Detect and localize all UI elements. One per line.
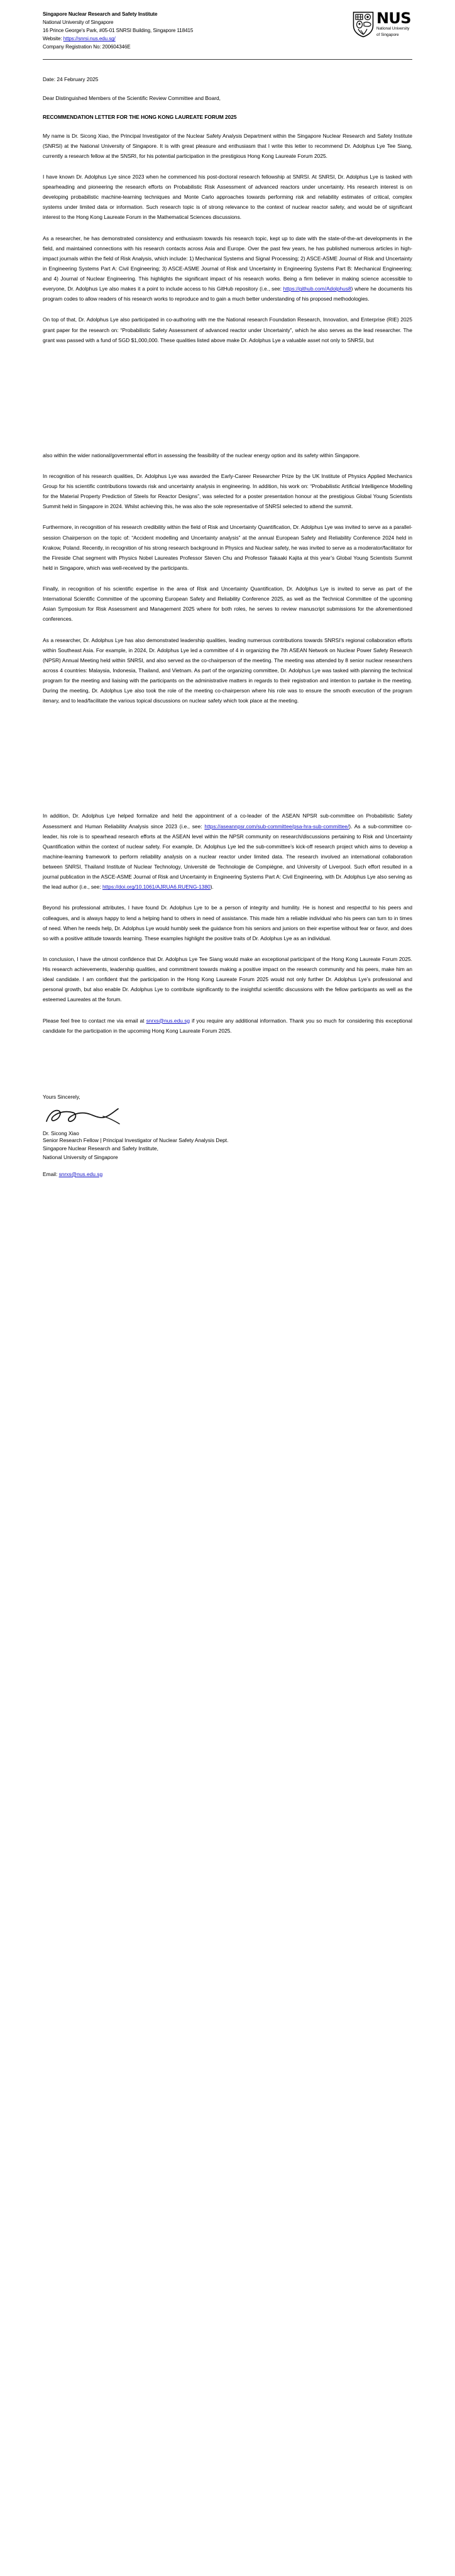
nus-sub-line-1: National University — [376, 26, 410, 31]
page-break-1 — [43, 345, 412, 440]
paragraph-13 — [43, 1016, 412, 1036]
paragraph-6: In recognition of his research qualities, Dr. Adolphus Lye was awarded the Early-Career Researcher Prize by the UK Institute of Physics Applied Mechanics Group for his scientific contributions towards risk and uncertainty analysis in engineering. In addition, his work on: “Probabilistic Artificial Intelligence Modelling for the Material Property Prediction of Steels for Reactor Designs”, was selected for a poster presentation honour at the prestigious Global Young Scientists Summit held in Singapore in 2024. Whilst achieving this, he was also the sole representative of SNRSI selected to attend the summit. — [43, 472, 412, 510]
signer-institute: Singapore Nuclear Research and Safety Institute, — [43, 1145, 158, 1152]
letter-subject: RECOMMENDATION LETTER FOR THE HONG KONG LAUREATE FORUM 2025 — [43, 113, 237, 120]
paragraph-13-text-b: if you require any additional information. Thank you so much for considering this exceptional candidate for the participation in the upcoming Hong Kong Laureate Forum 2025. — [43, 1017, 412, 1034]
paragraph-3-text-b: ) where he documents his program codes to allow readers of his research works to reproduce and to gain a much better understanding of his proposed methodologies. — [43, 286, 412, 303]
nus-crest-icon — [353, 11, 374, 38]
signer-university: National University of Singapore — [43, 1154, 118, 1161]
paragraph-1: My name is Dr. Sicong Xiao, the Principal Investigator of the Nuclear Safety Analysis Department within the Singapore Nuclear Research and Safety Institute (SNRSI) at the National University of Singapore. It is with great pleasure and enthusiasm that I write this letter to recommend Dr. Adolphus Lye Tee Siang, currently a research fellow at the SNSRI, for his potential participation in the prestigious Hong Kong Laureate Forum 2025. — [43, 132, 412, 159]
letterhead-website-row — [43, 35, 193, 43]
signer-name: Dr. Sicong Xiao — [43, 1130, 79, 1136]
paragraph-10-text-a: In addition, Dr. Adolphus Lye helped formalize and held the appointment of a co-leader of the ASEAN NPSR sub-committee on Probabilistic Safety Assessment and Human Reliability Analysis since 2023 (i.e., see: — [43, 813, 412, 830]
letterhead-divider — [43, 59, 412, 60]
letterhead-university: National University of Singapore — [43, 19, 114, 26]
paragraph-3-text-a: As a researcher, he has demonstrated consistency and enthusiasm towards his research topic, kept up to date with the state-of-the-art developments in the field, and maintained connections with his research contacts across Asia and Europe. Over the past few years, he has published numerous articles in high-impact journals within the field of Risk Analysis, which include: 1) Mechanical Systems and Signal Processing; 2) ASCE-ASME Journal of Risk and Uncertainty in Engineering Systems Part A: Civil Engineering; 3) ASCE-ASME Journal of Risk and Uncertainty in Engineering Systems Part B: Mechanical Engineering; and 4) Journal of Nuclear Engineering. This highlights the significant impact of his research works. Being a firm believer in making science accessible to everyone, Dr. Adolphus Lye also makes it a point to include access to his GitHub repository (i.e., see: — [43, 235, 412, 292]
page-break-2 — [43, 706, 412, 800]
contact-email-link[interactable]: snrxs@nus.edu.sg — [146, 1017, 190, 1024]
letter-salutation: Dear Distinguished Members of the Scientific Review Committee and Board, — [43, 94, 221, 101]
letterhead-website-label: Website: — [43, 36, 62, 42]
letterhead — [43, 0, 412, 52]
signer-email-row — [43, 1171, 412, 1177]
paragraph-10-text-b: ). As a sub-committee co-leader, his role is to spearhead research efforts at the ASEAN level within the NPSR community on research/discussions pertaining to Risk and Uncertainty Quantification within the context of nuclear safety. For example, Dr. Adolphus Lye led the sub-committee’s kick-off research project which aims to develop a machine-learning framework to perform reliability analysis on a nuclear reactor under limited data. The research involved an international collaboration between SNRSI, Thailand Institute of Nuclear Technology, Université de Technologie de Compiègne, and University of Liverpool. Such effort resulted in a journal publication in the ASCE-ASME Journal of Risk and Uncertainty in Engineering Systems Part A: Civil Engineering, with Dr. Adolphus Lye also serving as the lead author (i.e., see: — [43, 823, 412, 891]
handwritten-signature — [43, 1106, 412, 1128]
paragraph-4: On top of that, Dr. Adolphus Lye also participated in co-authoring with me the National research Foundation Research, Innovation, and Enterprise (RIE) 2025 grant paper for the research on: “Probabilistic Safety Assessment of advanced reactor under Uncertainty”, which he also serves as the lead researcher. The grant was passed with a fund of SGD $1,000,000. These qualities listed above make Dr. Adolphus Lye a valuable asset not only to SNRSI, but — [43, 316, 412, 343]
paragraph-11: Beyond his professional attributes, I have found Dr. Adolphus Lye to be a person of integrity and humility. He is honest and respectful to his peers and colleagues, and is always happy to lend a helping hand to others in need of assistance. This made him a reliable individual who his peers can turn to in times of need. When he needs help, Dr. Adolphus Lye would humbly seek the guidance from his seniors and juniors on their expertise without fear or favor, and does so with a positive attitude towards learning. These examples highlight the positive traits of Dr. Adolphus Lye as an individual. — [43, 904, 412, 941]
signer-title-1: Senior Research Fellow | Principal Investigator of Nuclear Safety Analysis Dept. — [43, 1136, 229, 1143]
letter-sheet — [0, 0, 455, 1177]
letterhead-address-block — [43, 10, 193, 52]
paragraph-13-text-a: Please feel free to contact me via email at — [43, 1017, 146, 1024]
paragraph-9: As a researcher, Dr. Adolphus Lye has also demonstrated leadership qualities, leading numerous contributions towards SNRSI’s regional collaboration efforts within Southeast Asia. For example, in 2024, Dr. Adolphus Lye led a committee of 4 in organizing the 7th ASEAN Network on Nuclear Power Safety Research (NPSR) Annual Meeting held within SNRSI, and also served as the co-chairperson of the meeting. The meeting was attended by 8 senior nuclear researchers across 4 countries: Malaysia, Indonesia, Thailand, and Vietnam. As part of the organizing committee, Dr. Adolphus Lye was tasked with planning the technical program for the meeting and liaising with the participants on the administrative matters in regards to their registration and intention to partake in the meeting. During the meeting, Dr. Adolphus Lye also took the role of the meeting co-chairperson where his role was to ensure the smooth execution of the program itenary, and to lead/facilitate the various topical discussions on nuclear safety which took place at the meeting. — [43, 636, 412, 704]
signer-email-label: Email: — [43, 1170, 59, 1177]
paragraph-2: I have known Dr. Adolphus Lye since 2023 when he commenced his post-doctoral research fellowship at SNRSI. At SNRSI, Dr. Adolphus Lye is tasked with spearheading and pioneering the research efforts on Probabilistic Risk Assessment of advanced reactors under uncertainty. His research interest is on developing probabilistic machine-learning techniques and Monte Carlo approaches towards performing risk and reliability estimates of critical, complex systems under limited data or information. Such research topic is of strong relevance to the context of nuclear reactor safety, and would be of significant interest to the Hong Kong Laureate Forum in the Mathematical Sciences discussions. — [43, 173, 412, 221]
paragraph-5: also within the wider national/governmental effort in assessing the feasibility of the nuclear energy option and its safety within Singapore. — [43, 452, 360, 458]
letterhead-website-link[interactable]: https://snrsi.nus.edu.sg/ — [63, 36, 116, 42]
doi-publication-link[interactable]: https://doi.org/10.1061/AJRUA6.RUENG-1380 — [102, 884, 211, 891]
paragraph-10-text-c: ). — [210, 884, 214, 891]
aseannpsr-subcommittee-link[interactable]: https://aseannpsr.com/sub-committee/psa-hra-sub-committee/ — [204, 823, 349, 830]
letterhead-address: 16 Prince George's Park, #05-01 SNRSI Building, Singapore 118415 — [43, 28, 194, 34]
letterhead-company-registration: Company Registration No: 200604346E — [43, 44, 131, 50]
nus-logo — [353, 11, 412, 38]
nus-letters: NUS — [376, 9, 411, 27]
signature-icon — [43, 1106, 124, 1128]
github-repository-link[interactable]: https://github.com/Adolphus8 — [283, 286, 351, 292]
letterhead-organization: Singapore Nuclear Research and Safety Institute — [43, 11, 158, 17]
signer-email-link[interactable]: snrxs@nus.edu.sg — [58, 1170, 103, 1177]
paragraph-10 — [43, 811, 412, 892]
paragraph-8: Finally, in recognition of his scientific expertise in the area of Risk and Uncertainty Quantification, Dr. Adolphus Lye is invited to serve as part of the International Scientific Committee of the upcoming European Safety and Reliability Conference 2025, as well as the Technical Committee of the upcoming Asian Symposium for Risk Assessment and Management 2025 where for both roles, he serves to review manuscript submissions for the aforementioned conferences. — [43, 586, 412, 623]
paragraph-12: In conclusion, I have the utmost confidence that Dr. Adolphus Lye Tee Siang would make an exceptional participant of the Hong Kong Laureate Forum 2025. His research achievements, leadership qualities, and commitment towards making a positive impact on the research community and his peers, make him an ideal candidate. I am confident that the participation in the Hong Kong Laureate Forum 2025 would not only further Dr. Adolphus Lye’s professional and personal growth, but also enable Dr. Adolphus Lye to contribute significantly to the insightful scientific discussions with the fellow participants as well as the esteemed Laureates at the forum. — [43, 955, 412, 1003]
letter-date: Date: 24 February 2025 — [43, 75, 99, 82]
paragraph-3 — [43, 233, 412, 304]
closing-salutation: Yours Sincerely, — [43, 1093, 80, 1100]
nus-sub-line-2: of Singapore — [376, 33, 399, 38]
paragraph-7: Furthermore, in recognition of his research credibility within the field of Risk and Uncertainty Quantification, Dr. Adolphus Lye was invited to serve as a parallel-session Chairperson on the topic of: “Accident modelling and Uncertainty analysis” at the annual European Safety and Reliability Conference 2024 held in Krakow, Poland. Recently, in recognition of his strong research background in Physics and Nuclear safety, he was invited to serve as a moderator/facilitator for the Fireside Chat segment with Physics Nobel Laureates Professor Steven Chu and Professor Takaaki Kajita at this year’s Global Young Scientists Summit held in Singapore, which was well-received by the participants. — [43, 524, 412, 571]
nus-wordmark — [376, 11, 411, 38]
